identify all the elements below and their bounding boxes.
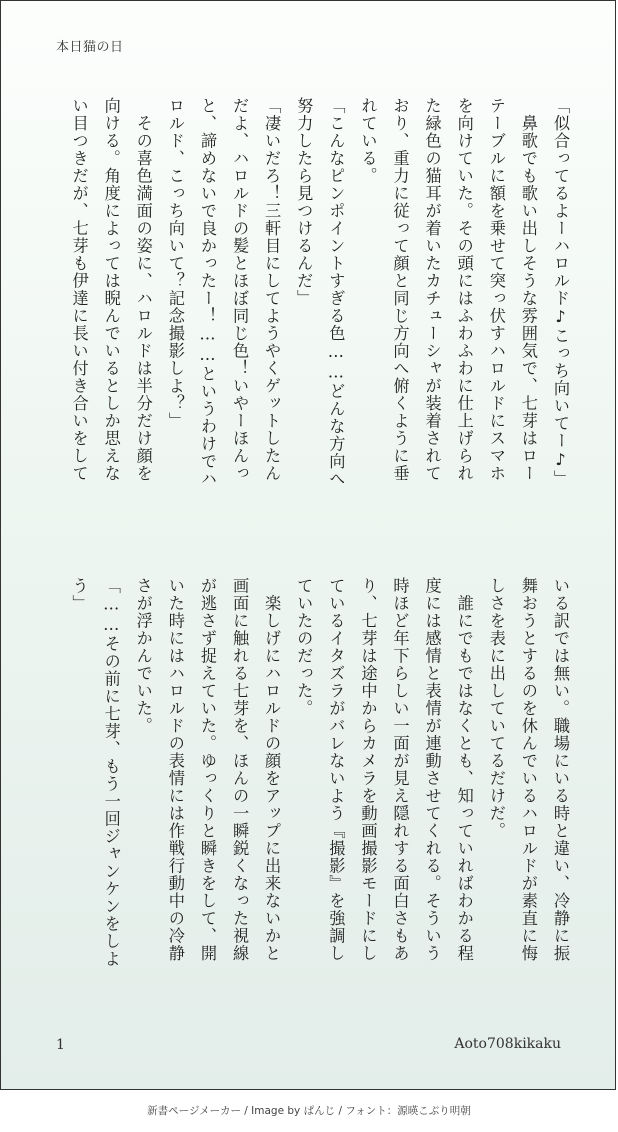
text-column: 「似合ってるよーハロルド♪こっち向いてー♪」 [551, 97, 570, 488]
text-column: れている。 [358, 97, 378, 185]
text-column: しさを表に出していてるだけだ。 [486, 577, 506, 840]
text-column: 「凄いだろ！三軒目にしてようやくゲットしたん [262, 97, 282, 482]
text-column: を向けていた。その頭にはふわふわに仕上げられ [454, 97, 474, 482]
text-column: さが浮かんでいた。 [133, 577, 153, 735]
page-title: 本日猫の日 [56, 40, 124, 55]
text-column: 向ける。角度によっては睨んでいるとしか思えな [101, 97, 121, 482]
text-column: いた時にはハロルドの表情には作戦行動中の冷静 [165, 577, 185, 962]
text-column: テーブルに額を乗せて突っ伏すハロルドにスマホ [486, 97, 506, 482]
text-column: た緑色の猫耳が着いたカチューシャが装着されて [422, 97, 442, 482]
page-number: 1 [56, 1037, 65, 1053]
text-column: 誰にでもではなくとも、知っていればわかる程 [454, 577, 474, 962]
text-column: 鼻歌でも歌い出しそうな雰囲気で、七芽はロー [518, 97, 538, 482]
text-column: 度には感情と表情が連動させてくれる。そういう [422, 577, 442, 962]
upper-text-block [51, 97, 571, 517]
author-name: Aoto708kikaku [454, 1036, 561, 1052]
credits-footer: 新書ページメーカー / Image by ぱんじ / フォント：源暎こぶり明朝 [147, 1105, 471, 1117]
text-column: り、七芽は途中からカメラを動画撮影モードにし [358, 577, 378, 962]
text-column: 舞おうとするのを休んでいるハロルドが素直に悔 [518, 577, 538, 962]
text-column: 「……その前に七芽、もう一回ジャンケンをしよ [101, 577, 121, 968]
text-column: 楽しげにハロルドの顔をアップに出来ないかと [262, 577, 282, 962]
text-column: おり、重力に従って顔と同じ方向へ俯くように垂 [390, 97, 410, 482]
text-column: 時ほど年下らしい一面が見え隠れする面白さもあ [390, 577, 410, 962]
text-column: ていたのだった。 [294, 577, 314, 717]
text-column: ロルド、こっち向いて？記念撮影しよ？」 [165, 97, 185, 430]
text-column: う」 [69, 577, 89, 612]
text-column: その喜色満面の姿に、ハロルドは半分だけ顔を [133, 97, 153, 482]
text-column: が逃さず捉えていた。ゆっくりと瞬きをして、開 [197, 577, 217, 962]
text-column: 「こんなピンポイントすぎる色……どんな方向へ [326, 97, 346, 488]
text-column: ているイタズラがバレないよう『撮影』を強調し [326, 577, 346, 962]
lower-text-block [51, 577, 571, 997]
text-column: と、諦めないで良かったー！……というわけでハ [197, 97, 217, 488]
text-column: い目つきだが、七芽も伊達に長い付き合いをして [69, 97, 89, 482]
text-column: だよ、ハロルドの髪とほぼ同じ色！いやーほんっ [230, 97, 250, 482]
text-column: 画面に触れる七芽を、ほんの一瞬鋭くなった視線 [230, 577, 250, 962]
text-column: 努力したら見つけるんだ」 [294, 97, 314, 307]
text-column: いる訳では無い。職場にいる時と違い、冷静に振 [551, 577, 570, 962]
